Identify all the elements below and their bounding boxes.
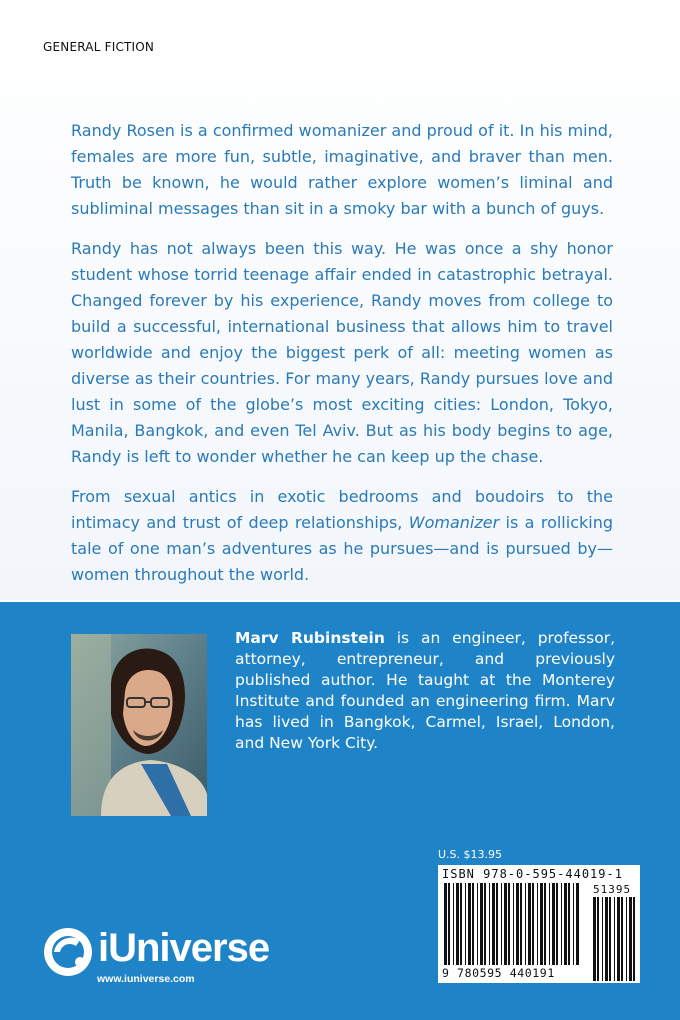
barcode-bar bbox=[516, 883, 519, 965]
barcode-bar bbox=[525, 883, 526, 965]
blurb-paragraph-2: Randy has not always been this way. He was once a shy honor student whose torrid teenage affair ended in catastrophic betrayal. Changed forever by his experience, Randy moves from college to build a successful, international business that allows him to travel worldwide and enjoy the biggest perk of all: meeting women as diverse as their countries. For many years, Randy pursues love and lust in some of the globe’s most exciting cities: London, Tokyo, Manila, Bangkok, and even Tel Aviv. But as his body begins to age, Randy is left to wonder whether he can keep up the chase. bbox=[71, 239, 613, 466]
barcode-bar bbox=[532, 883, 534, 965]
barcode-bar bbox=[520, 883, 522, 965]
barcode-bar bbox=[626, 897, 627, 981]
barcode-bar bbox=[537, 883, 538, 965]
barcode-bar bbox=[513, 883, 514, 965]
isbn-barcode bbox=[438, 865, 640, 983]
barcode-bar bbox=[576, 883, 579, 965]
barcode-bar bbox=[460, 883, 462, 965]
blurb-p3-start: From sexual antics in exotic bedrooms and boudoirs to the intimacy and trust of deep relationships, bbox=[71, 487, 613, 532]
barcode-bar bbox=[496, 883, 498, 965]
barcode-bar bbox=[528, 883, 531, 965]
publisher-logo bbox=[40, 918, 280, 988]
barcode-bar bbox=[556, 883, 558, 965]
author-photo bbox=[71, 634, 207, 816]
barcode-bar bbox=[444, 883, 447, 965]
barcode-bar bbox=[617, 897, 620, 981]
price-addon-code: 51395 bbox=[593, 883, 632, 896]
price-label: U.S. $13.95 bbox=[438, 848, 503, 861]
author-bio bbox=[235, 628, 615, 754]
barcode-bar bbox=[552, 883, 555, 965]
barcode-bar bbox=[549, 883, 550, 965]
author-bio-text: is an engineer, professor, attorney, entrepreneur, and previously published author. He taught at the Monterey Institute and founded an engineering firm. Marv has lived in Bangkok, Carmel, Israel, London, and New York City. bbox=[235, 629, 615, 752]
barcode-bar bbox=[501, 883, 502, 965]
barcode-bar bbox=[489, 883, 490, 965]
barcode-bar bbox=[629, 897, 632, 981]
publisher-url: www.iuniverse.com bbox=[97, 973, 195, 985]
barcode-bar bbox=[480, 883, 483, 965]
barcode-bar bbox=[448, 883, 450, 965]
author-panel bbox=[0, 602, 680, 1020]
genre-label: GENERAL FICTION bbox=[43, 40, 155, 54]
barcode-bar bbox=[540, 883, 543, 965]
barcode-bar bbox=[561, 883, 562, 965]
barcode-bar bbox=[602, 897, 603, 981]
barcode-bar bbox=[477, 883, 478, 965]
barcode-bar bbox=[614, 897, 615, 981]
barcode-bar bbox=[609, 897, 611, 981]
barcode-bar bbox=[465, 883, 466, 965]
barcode-bar bbox=[492, 883, 495, 965]
barcode-bar bbox=[633, 897, 635, 981]
barcode-bar bbox=[573, 883, 574, 965]
blurb-p3-end: is a rollicking tale of one man’s adventures as he pursues—and is pursued by—women throughout the world. bbox=[71, 513, 613, 584]
author-name: Marv Rubinstein bbox=[235, 629, 385, 647]
barcode-bar bbox=[568, 883, 570, 965]
barcode-bar bbox=[453, 883, 454, 965]
book-blurb bbox=[71, 118, 613, 602]
barcode-bar bbox=[508, 883, 510, 965]
publisher-name: iUniverse bbox=[98, 926, 270, 970]
barcode-bar bbox=[564, 883, 567, 965]
barcode-bar bbox=[544, 883, 546, 965]
author-portrait-image bbox=[71, 634, 207, 816]
ean-digits: 9 780595 440191 bbox=[442, 966, 555, 980]
barcode-bar bbox=[484, 883, 486, 965]
barcode-bar bbox=[593, 897, 596, 981]
blurb-paragraph-1: Randy Rosen is a confirmed womanizer and proud of it. In his mind, females are more fun, subtle, imaginative, and braver than men. Truth be known, he would rather explore women’s liminal and subliminal messages than sit in a smoky bar with a bunch of guys. bbox=[71, 121, 613, 218]
iuniverse-swirl-icon bbox=[40, 922, 100, 982]
isbn-text: ISBN 978-0-595-44019-1 bbox=[442, 867, 623, 881]
blurb-paragraph-3 bbox=[71, 484, 613, 588]
barcode-bar bbox=[621, 897, 623, 981]
barcode-bar bbox=[597, 897, 599, 981]
barcode-bar bbox=[456, 883, 459, 965]
barcode-bar bbox=[504, 883, 507, 965]
book-title: Womanizer bbox=[408, 513, 500, 532]
barcode-bar bbox=[605, 897, 608, 981]
barcode-bar bbox=[472, 883, 474, 965]
barcode-bar bbox=[468, 883, 471, 965]
